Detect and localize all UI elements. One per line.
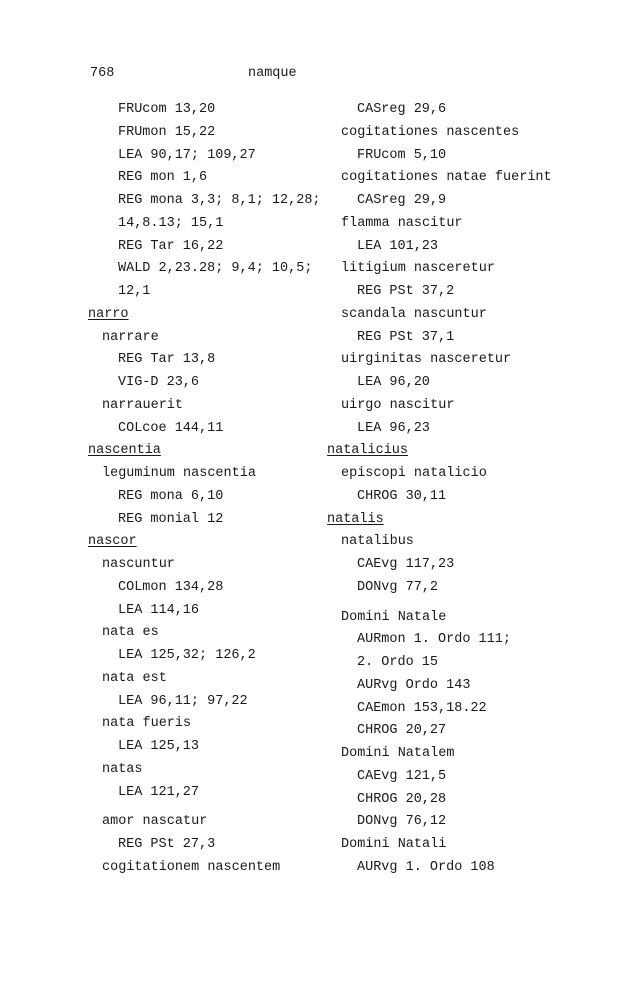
index-subentry: nata es (102, 625, 159, 641)
index-reference: CAEvg 117,23 (357, 557, 455, 572)
index-subentry: Domini Natalem (341, 746, 455, 761)
index-reference: REG mon 1,6 (118, 170, 208, 186)
index-subentry: narrare (102, 329, 159, 345)
index-reference: WALD 2,23.28; 9,4; 10,5; (118, 261, 313, 277)
headword-underlined: natalis (327, 511, 384, 527)
index-reference: 12,1 (118, 284, 151, 299)
index-reference: CHROG 30,11 (357, 488, 447, 504)
index-reference: CHROG 20,28 (357, 791, 447, 807)
index-reference: LEA 96,11; 97,22 (118, 693, 248, 709)
index-reference: REG Tar 16,22 (118, 238, 224, 254)
index-reference: FRUcom 13,20 (118, 102, 216, 117)
index-reference: COLmon 134,28 (118, 579, 224, 595)
index-reference: AURmon 1. Ordo 111; (357, 632, 511, 648)
index-subentry: flamma nascitur (341, 215, 463, 231)
index-reference: REG PSt 37,1 (357, 329, 455, 345)
index-reference: REG monial 12 (118, 511, 224, 527)
headword-underlined: nascor (88, 534, 137, 550)
headword-underlined: nascentia (88, 443, 161, 459)
index-subentry: uirgo nascitur (341, 397, 455, 413)
index-subentry: uirginitas nasceretur (341, 352, 512, 368)
index-reference: DONvg 77,2 (357, 579, 439, 595)
index-headword (88, 531, 333, 554)
index-headword (327, 440, 587, 463)
index-reference: CASreg 29,9 (357, 193, 447, 208)
index-subentry: Domini Natali (341, 837, 447, 852)
index-reference: CHROG 20,27 (357, 723, 447, 739)
index-subentry: natalibus (341, 534, 414, 550)
index-reference: AURvg Ordo 143 (357, 677, 471, 693)
index-subentry: Domini Natale (341, 609, 447, 625)
index-headword (88, 304, 333, 327)
index-reference: AURvg 1. Ordo 108 (357, 859, 495, 875)
index-subentry: nascuntur (102, 557, 175, 572)
index-reference: LEA 96,20 (357, 375, 430, 390)
index-reference: VIG-D 23,6 (118, 375, 200, 390)
left-column (88, 99, 333, 880)
index-reference: 14,8.13; 15,1 (118, 215, 224, 231)
index-reference: CAEmon 153,18.22 (357, 700, 487, 716)
headword-underlined: narro (88, 306, 129, 322)
index-subentry: natas (102, 761, 143, 777)
headword-underlined: natalicius (327, 443, 409, 459)
index-reference: LEA 121,27 (118, 784, 200, 800)
index-reference: CAEvg 121,5 (357, 768, 447, 784)
index-reference: LEA 114,16 (118, 602, 200, 618)
index-subentry: narrauerit (102, 397, 184, 413)
index-subentry: episcopi natalicio (341, 466, 487, 481)
index-subentry: nata fueris (102, 716, 192, 732)
index-reference: REG mona 3,3; 8,1; 12,28; (118, 193, 321, 208)
index-reference: REG Tar 13,8 (118, 352, 216, 368)
index-reference: REG PSt 27,3 (118, 837, 216, 852)
index-reference: DONvg 76,12 (357, 814, 447, 830)
index-reference: LEA 101,23 (357, 238, 439, 254)
index-reference: LEA 90,17; 109,27 (118, 147, 256, 163)
index-subentry: cogitationes nascentes (341, 124, 520, 140)
running-head: namque (248, 66, 297, 81)
index-subentry: cogitationem nascentem (102, 859, 281, 875)
right-column (327, 99, 587, 880)
index-reference: 2. Ordo 15 (357, 655, 439, 670)
index-headword (327, 509, 587, 532)
index-reference: COLcoe 144,11 (118, 420, 224, 436)
index-reference: CASreg 29,6 (357, 102, 447, 117)
index-headword (88, 440, 333, 463)
index-reference: REG mona 6,10 (118, 488, 224, 504)
index-reference: FRUcom 5,10 (357, 147, 447, 163)
index-subentry: nata est (102, 670, 167, 686)
index-subentry: cogitationes natae fuerint (341, 170, 552, 186)
index-reference: REG PSt 37,2 (357, 284, 455, 299)
index-subentry: litigium nasceretur (341, 261, 495, 277)
index-reference: LEA 125,13 (118, 739, 200, 754)
index-subentry: amor nascatur (102, 814, 208, 830)
index-subentry: scandala nascuntur (341, 306, 487, 322)
index-reference: LEA 96,23 (357, 420, 430, 436)
index-subentry: leguminum nascentia (102, 466, 256, 481)
index-reference: LEA 125,32; 126,2 (118, 648, 256, 663)
index-reference: FRUmon 15,22 (118, 124, 216, 140)
page-number: 768 (90, 66, 115, 81)
